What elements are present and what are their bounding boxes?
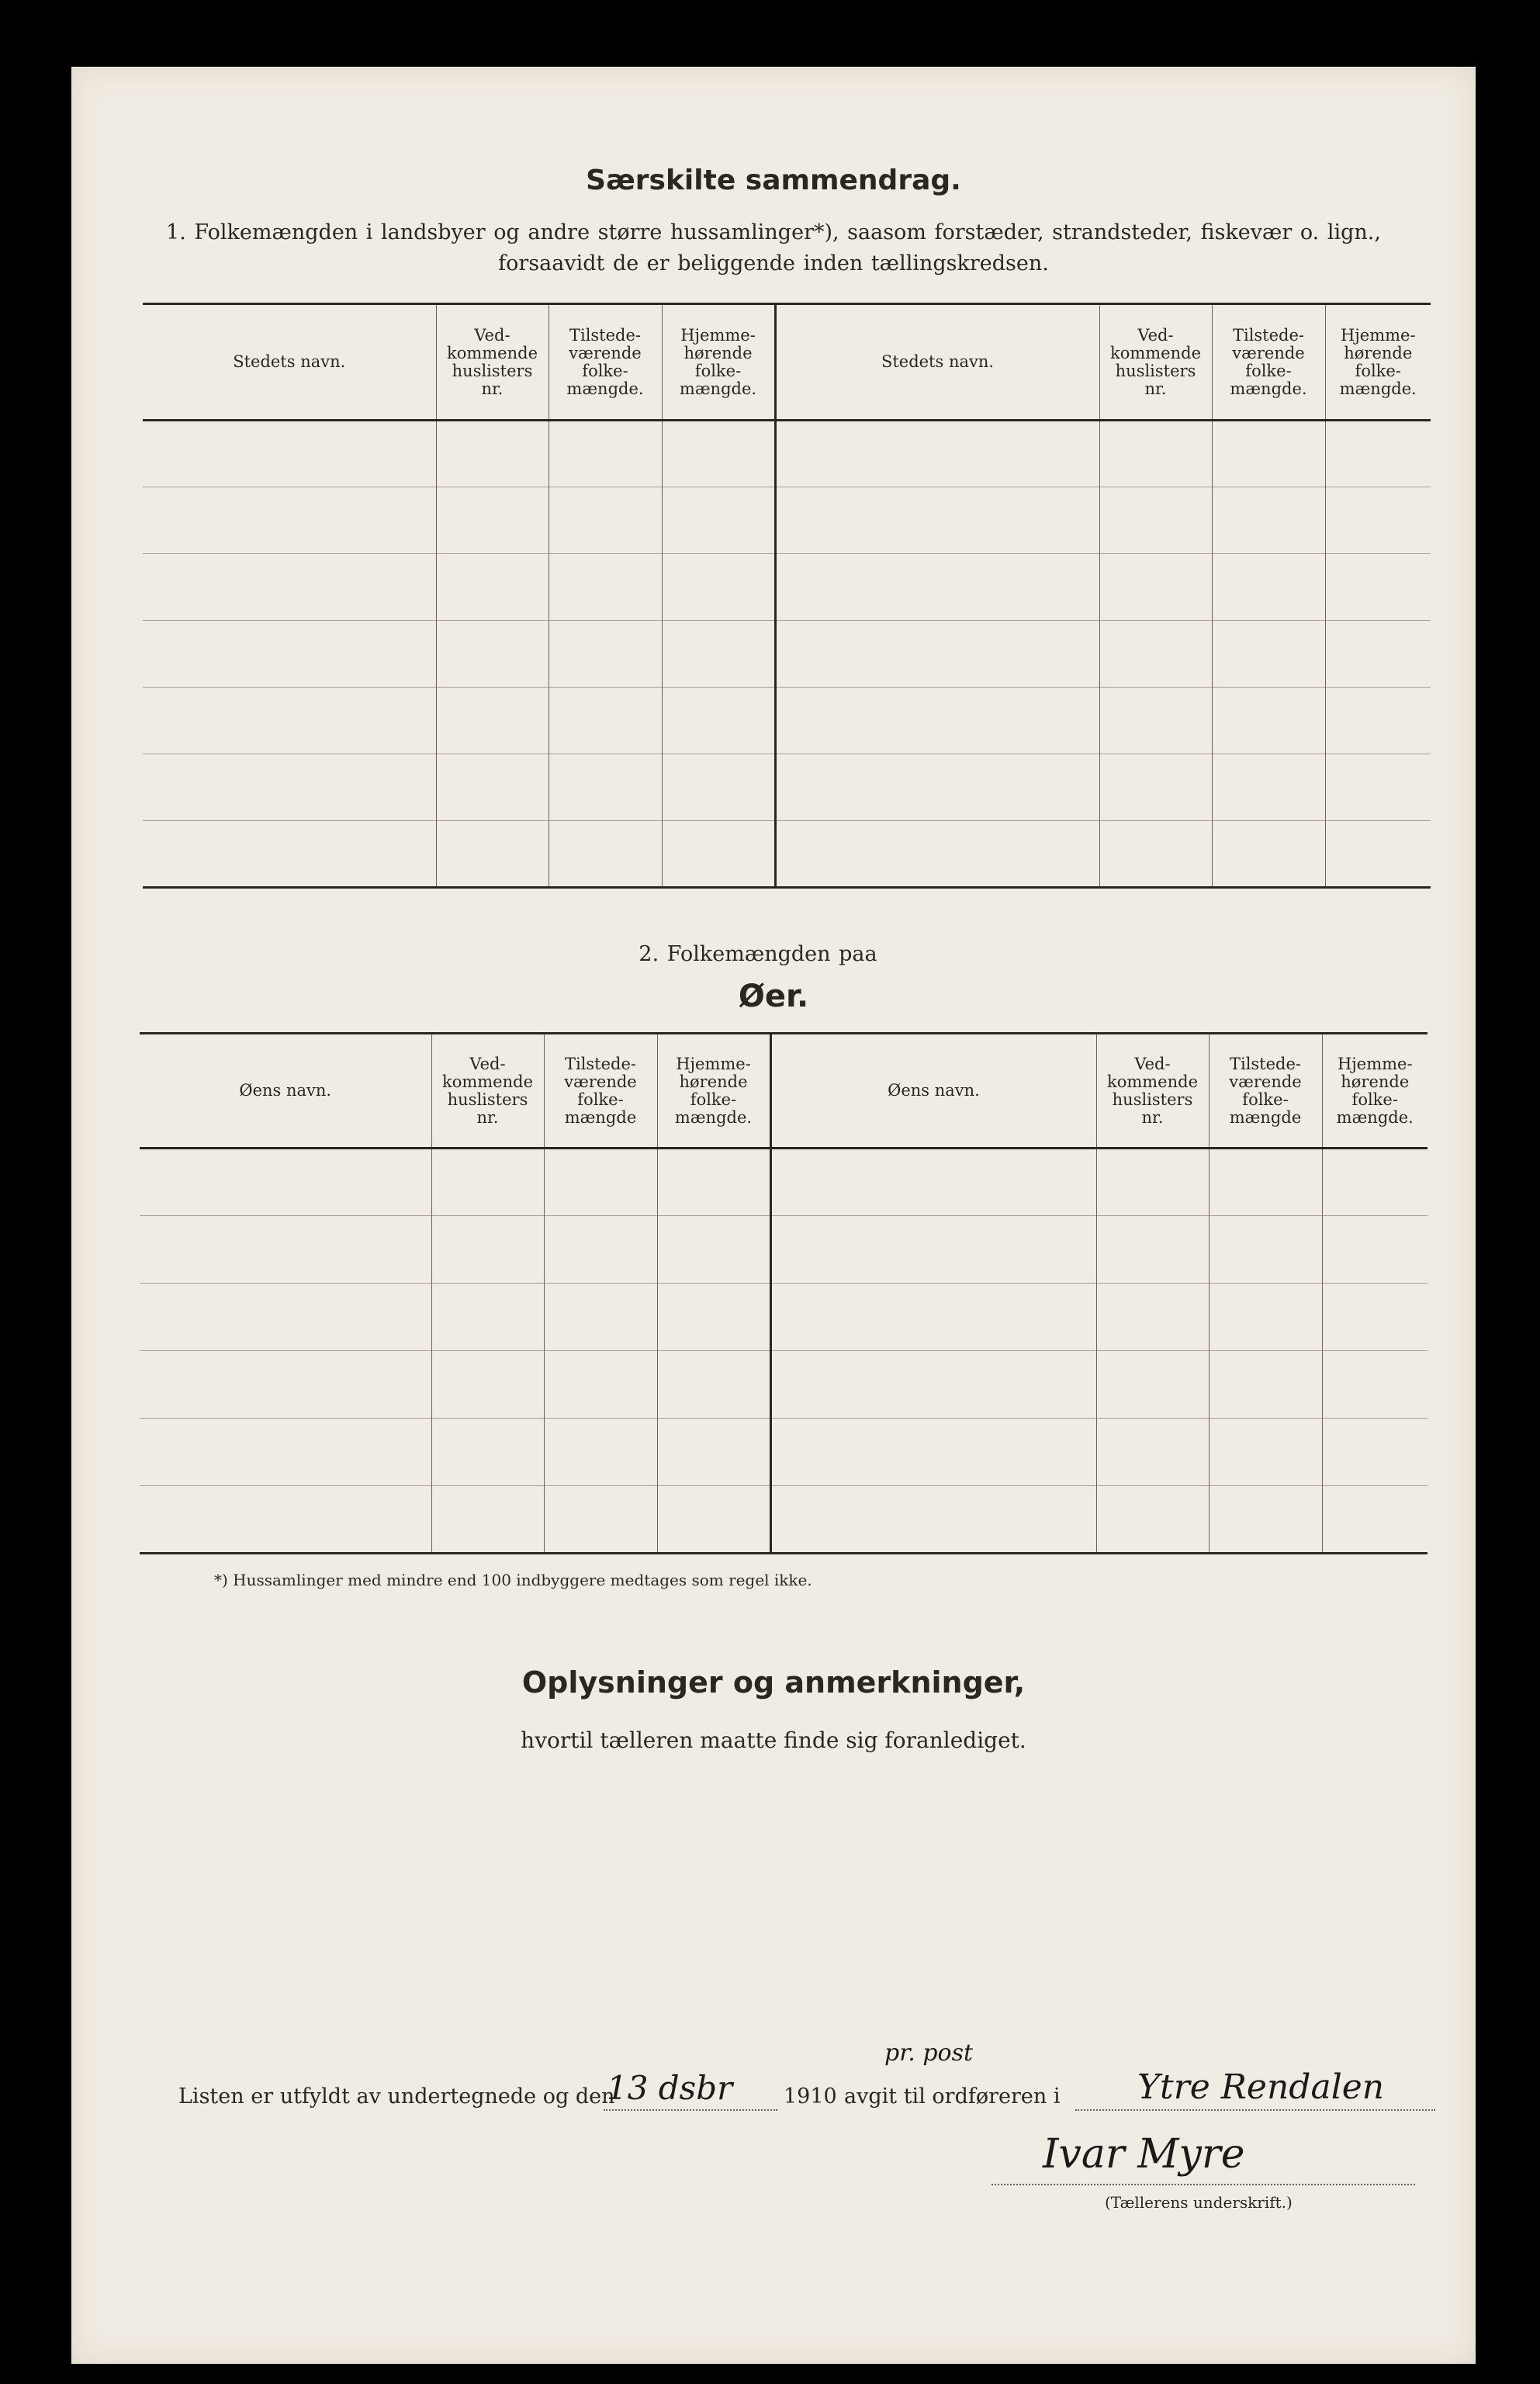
table2-header-row xyxy=(140,1034,1428,1149)
table-cell[interactable] xyxy=(662,621,775,688)
header-present-population: Tilstede- værende folke- mængde. xyxy=(549,304,662,421)
table-cell[interactable] xyxy=(1096,1419,1209,1486)
table-cell[interactable] xyxy=(1209,1216,1322,1284)
table-row xyxy=(140,1284,1428,1351)
table1-header-row xyxy=(143,304,1431,421)
table2-body xyxy=(140,1149,1428,1554)
table-cell[interactable] xyxy=(770,1351,1096,1419)
table-cell[interactable] xyxy=(1322,1486,1428,1554)
table-cell[interactable] xyxy=(1212,754,1325,821)
table-cell[interactable] xyxy=(1209,1351,1322,1419)
table-row xyxy=(143,421,1431,487)
table-cell[interactable] xyxy=(662,487,775,554)
header-present-population: Tilstede- værende folke- mængde xyxy=(544,1034,657,1149)
date-dotted-line xyxy=(604,2109,777,2111)
signature-label: (Tællerens underskrift.) xyxy=(1105,2193,1293,2212)
table-cell[interactable] xyxy=(1099,554,1212,621)
statement-prefix: Listen er utfyldt av undertegnede og den xyxy=(178,2084,615,2109)
summary-title: Særskilte sammendrag. xyxy=(586,165,961,196)
table-cell[interactable] xyxy=(431,1284,544,1351)
table-row xyxy=(140,1486,1428,1554)
table-cell[interactable] xyxy=(143,688,436,754)
table-cell[interactable] xyxy=(431,1149,544,1216)
table-cell[interactable] xyxy=(140,1419,431,1486)
table-cell[interactable] xyxy=(657,1216,770,1284)
header-island-name: Øens navn. xyxy=(239,1081,332,1100)
table-cell[interactable] xyxy=(1212,621,1325,688)
table-cell[interactable] xyxy=(549,621,662,688)
item1-description: Folkemængden i landsbyer og andre større hussamlinger*), saasom forstæder, strandsteder, fiskevær o. lign., xyxy=(194,220,1381,244)
header-resident-population: Hjemme- hørende folke- mængde. xyxy=(662,304,775,421)
signature-dotted-line xyxy=(991,2184,1415,2185)
table-cell[interactable] xyxy=(1209,1284,1322,1351)
table-cell[interactable] xyxy=(775,821,1099,888)
table-cell[interactable] xyxy=(1212,421,1325,487)
table-cell[interactable] xyxy=(143,487,436,554)
table-cell[interactable] xyxy=(1212,554,1325,621)
header-list-no: Ved- kommende huslisters nr. xyxy=(431,1034,544,1149)
table-cell[interactable] xyxy=(775,621,1099,688)
table-cell[interactable] xyxy=(549,487,662,554)
table-cell[interactable] xyxy=(549,421,662,487)
table1-body xyxy=(143,421,1431,888)
remarks-subtitle: hvortil tælleren maatte finde sig foranlediget. xyxy=(521,1727,1026,1753)
table-cell[interactable] xyxy=(662,421,775,487)
table-cell[interactable] xyxy=(1325,688,1431,754)
table-cell[interactable] xyxy=(544,1419,657,1486)
table-cell[interactable] xyxy=(436,621,549,688)
table-cell[interactable] xyxy=(1099,487,1212,554)
table-cell[interactable] xyxy=(1096,1284,1209,1351)
table-cell[interactable] xyxy=(770,1419,1096,1486)
table-cell[interactable] xyxy=(1099,621,1212,688)
table-cell[interactable] xyxy=(1322,1419,1428,1486)
handwritten-date: 13 dsbr xyxy=(607,2069,733,2107)
table-row xyxy=(143,754,1431,821)
table-cell[interactable] xyxy=(431,1419,544,1486)
table-row xyxy=(140,1351,1428,1419)
remarks-title: Oplysninger og anmerkninger, xyxy=(521,1665,1026,1700)
table-row xyxy=(143,821,1431,888)
table-cell[interactable] xyxy=(657,1419,770,1486)
table-cell[interactable] xyxy=(662,688,775,754)
table-cell[interactable] xyxy=(431,1486,544,1554)
table-cell[interactable] xyxy=(775,688,1099,754)
header-resident-population-right: Hjemme- hørende folke- mængde. xyxy=(1322,1034,1428,1149)
table-cell[interactable] xyxy=(1099,754,1212,821)
table-cell[interactable] xyxy=(1099,688,1212,754)
handwritten-post-note: pr. post xyxy=(884,2039,974,2067)
table-cell[interactable] xyxy=(143,554,436,621)
header-list-no: Ved- kommende huslisters nr. xyxy=(436,304,549,421)
table-cell[interactable] xyxy=(657,1351,770,1419)
year: 1910 xyxy=(784,2084,837,2109)
table-cell[interactable] xyxy=(1322,1284,1428,1351)
table-cell[interactable] xyxy=(770,1284,1096,1351)
table-cell[interactable] xyxy=(140,1486,431,1554)
table-cell[interactable] xyxy=(662,554,775,621)
enumerator-signature: Ivar Myre xyxy=(1043,2131,1245,2178)
table-cell[interactable] xyxy=(544,1216,657,1284)
item1-text-line1 xyxy=(71,220,1476,244)
table-cell[interactable] xyxy=(436,487,549,554)
table-row xyxy=(143,688,1431,754)
handwritten-municipality: Ytre Rendalen xyxy=(1137,2067,1385,2107)
census-form-page xyxy=(71,67,1476,2364)
table-cell[interactable] xyxy=(143,821,436,888)
table-cell[interactable] xyxy=(143,754,436,821)
table-cell[interactable] xyxy=(436,688,549,754)
table-cell[interactable] xyxy=(436,821,549,888)
header-list-no-right: Ved- kommende huslisters nr. xyxy=(1099,304,1212,421)
table-cell[interactable] xyxy=(1325,621,1431,688)
table-cell[interactable] xyxy=(549,754,662,821)
table-cell[interactable] xyxy=(1096,1351,1209,1419)
header-present-population-right: Tilstede- værende folke- mængde. xyxy=(1212,304,1325,421)
table-cell[interactable] xyxy=(1325,754,1431,821)
table-cell[interactable] xyxy=(436,554,549,621)
table-cell[interactable] xyxy=(1322,1351,1428,1419)
table-cell[interactable] xyxy=(662,754,775,821)
table-cell[interactable] xyxy=(1096,1486,1209,1554)
table-cell[interactable] xyxy=(657,1284,770,1351)
table-cell[interactable] xyxy=(1212,688,1325,754)
header-resident-population-right: Hjemme- hørende folke- mængde. xyxy=(1325,304,1431,421)
table-cell[interactable] xyxy=(1325,421,1431,487)
table-cell[interactable] xyxy=(143,421,436,487)
table-cell[interactable] xyxy=(140,1284,431,1351)
header-list-no-right: Ved- kommende huslisters nr. xyxy=(1096,1034,1209,1149)
table-cell[interactable] xyxy=(657,1486,770,1554)
table-cell[interactable] xyxy=(544,1351,657,1419)
item1-text-line2: forsaavidt de er beliggende inden tællingskredsen. xyxy=(498,251,1049,275)
table-cell[interactable] xyxy=(1096,1149,1209,1216)
table-row xyxy=(143,554,1431,621)
table-cell[interactable] xyxy=(1322,1149,1428,1216)
table-cell[interactable] xyxy=(1099,821,1212,888)
table-cell[interactable] xyxy=(549,821,662,888)
table-cell[interactable] xyxy=(436,421,549,487)
table-cell[interactable] xyxy=(1209,1149,1322,1216)
header-place-name: Stedets navn. xyxy=(233,352,346,371)
table-cell[interactable] xyxy=(1212,487,1325,554)
table-cell[interactable] xyxy=(770,1486,1096,1554)
table-cell[interactable] xyxy=(1325,487,1431,554)
table-cell[interactable] xyxy=(140,1149,431,1216)
table-cell[interactable] xyxy=(544,1486,657,1554)
table-cell[interactable] xyxy=(549,554,662,621)
table-row xyxy=(140,1149,1428,1216)
table-cell[interactable] xyxy=(1099,421,1212,487)
table-cell[interactable] xyxy=(544,1284,657,1351)
item1-number: 1. xyxy=(166,220,186,244)
municipality-dotted-line xyxy=(1075,2109,1435,2111)
section2-line1: 2. Folkemængden paa xyxy=(638,942,877,966)
table-row xyxy=(143,487,1431,554)
table-cell[interactable] xyxy=(775,421,1099,487)
footnote: *) Hussamlinger med mindre end 100 indbyggere medtages som regel ikke. xyxy=(214,1571,812,1589)
table-cell[interactable] xyxy=(775,754,1099,821)
table-cell[interactable] xyxy=(1322,1216,1428,1284)
header-resident-population: Hjemme- hørende folke- mængde. xyxy=(657,1034,770,1149)
table-row xyxy=(143,621,1431,688)
section2-heading: Øer. xyxy=(738,979,809,1014)
table-cell[interactable] xyxy=(436,754,549,821)
table-cell[interactable] xyxy=(140,1351,431,1419)
islands-table xyxy=(140,1032,1428,1554)
table-cell[interactable] xyxy=(1096,1216,1209,1284)
header-place-name-right: Stedets navn. xyxy=(775,304,1099,421)
table-cell[interactable] xyxy=(1325,554,1431,621)
table-cell[interactable] xyxy=(1209,1486,1322,1554)
settlements-table xyxy=(143,303,1431,889)
table-cell[interactable] xyxy=(775,487,1099,554)
statement-suffix: avgit til ordføreren i xyxy=(844,2084,1061,2109)
table-cell[interactable] xyxy=(1209,1419,1322,1486)
table-cell[interactable] xyxy=(1212,821,1325,888)
table-cell[interactable] xyxy=(770,1149,1096,1216)
table-cell[interactable] xyxy=(140,1216,431,1284)
table-cell[interactable] xyxy=(775,554,1099,621)
table-cell[interactable] xyxy=(431,1216,544,1284)
table-cell[interactable] xyxy=(1325,821,1431,888)
table-cell[interactable] xyxy=(657,1149,770,1216)
table-cell[interactable] xyxy=(544,1149,657,1216)
table-cell[interactable] xyxy=(143,621,436,688)
signature-statement xyxy=(178,2039,1482,2162)
table-row xyxy=(140,1419,1428,1486)
table-cell[interactable] xyxy=(431,1351,544,1419)
table-cell[interactable] xyxy=(770,1216,1096,1284)
header-island-name-right: Øens navn. xyxy=(770,1034,1096,1149)
table-cell[interactable] xyxy=(662,821,775,888)
table-cell[interactable] xyxy=(549,688,662,754)
table-row xyxy=(140,1216,1428,1284)
header-present-population-right: Tilstede- værende folke- mængde xyxy=(1209,1034,1322,1149)
